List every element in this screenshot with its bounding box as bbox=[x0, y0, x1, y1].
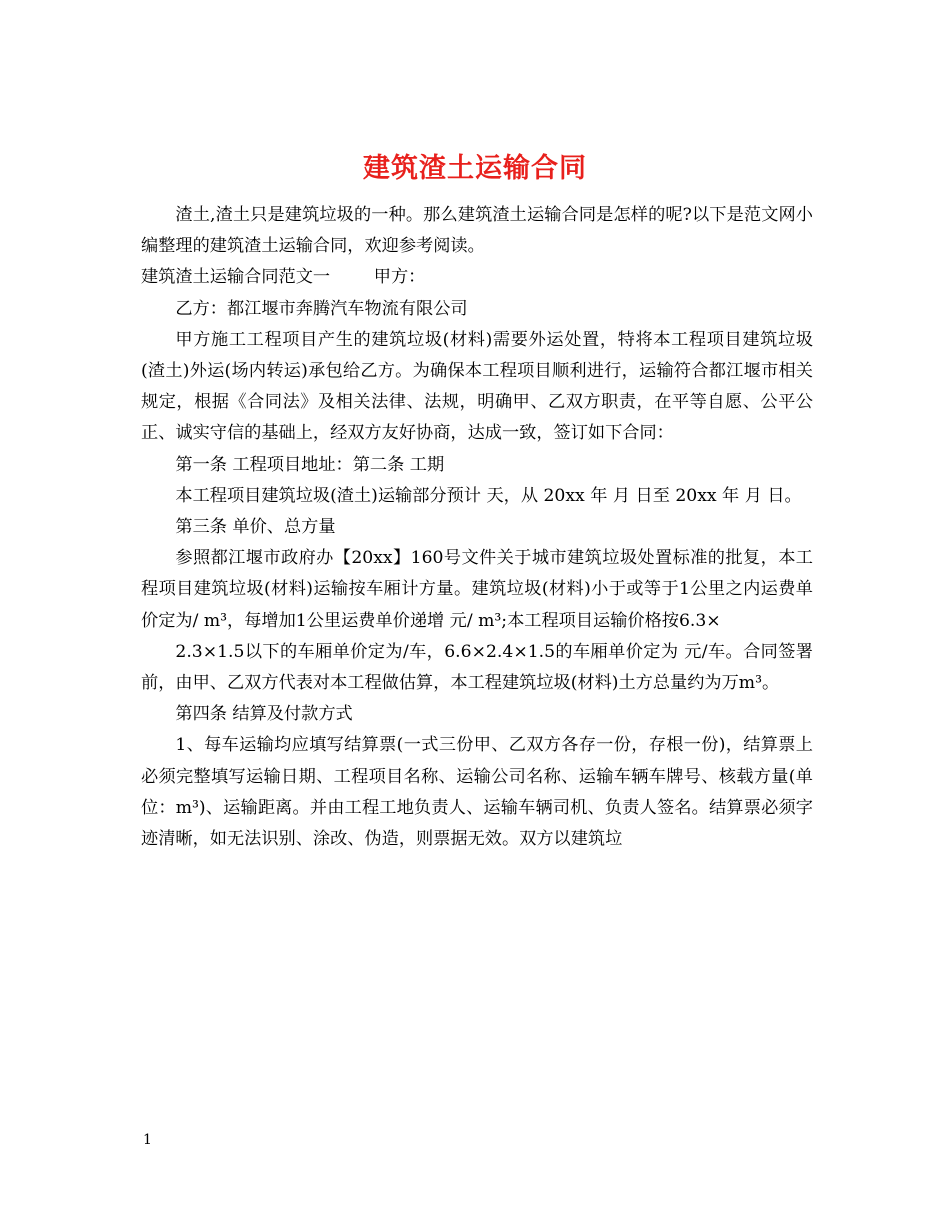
paragraph-intro: 渣土,渣土只是建筑垃圾的一种。那么建筑渣土运输合同是怎样的呢?以下是范文网小编整理的建筑渣土运输合同，欢迎参考阅读。 bbox=[141, 205, 813, 257]
paragraph-purpose: 甲方施工工程项目产生的建筑垃圾(材料)需要外运处置，特将本工程项目建筑垃圾(渣土)外运(场内转运)承包给乙方。为确保本工程项目顺利进行，运输符合都江堰市相关规定，根据《合同法》及相关法律、法规，明确甲、乙双方职责，在平等自愿、公平公正、诚实守信的基础上，经双方友好协商，达成一致，签订如下合同： bbox=[141, 329, 813, 444]
paragraph-schedule: 本工程项目建筑垃圾(渣土)运输部分预计 天，从 20xx 年 月 日至 20xx 年 月 日。 bbox=[175, 485, 802, 506]
paragraph-party-b: 乙方：都江堰市奔腾汽车物流有限公司 bbox=[175, 298, 468, 319]
paragraph-contract-heading: 建筑渣土运输合同范文一 甲方： bbox=[141, 267, 426, 288]
paragraph-article-4: 第四条 结算及付款方式 bbox=[175, 704, 353, 725]
paragraph-pricing: 参照都江堰市政府办【20xx】160号文件关于城市建筑垃圾处置标准的批复，本工程项目建筑垃圾(材料)运输按车厢计方量。建筑垃圾(材料)小于或等于1公里之内运费单价定为/ m³，每增加1公里运费单价递增 元/ m³;本工程项目运输价格按6.3× bbox=[141, 548, 813, 631]
document-body bbox=[141, 200, 813, 855]
paragraph-article-1-2: 第一条 工程项目地址：第二条 工期 bbox=[175, 454, 445, 475]
paragraph-settlement: 1、每车运输均应填写结算票(一式三份甲、乙双方各存一份，存根一份)，结算票上必须完整填写运输日期、工程项目名称、运输公司名称、运输车辆车牌号、核载方量(单位：m³)、运输距离。并由工程工地负责人、运输车辆司机、负责人签名。结算票必须字迹清晰，如无法识别、涂改、伪造，则票据无效。双方以建筑垃 bbox=[141, 735, 813, 850]
page-number: 1 bbox=[143, 1132, 152, 1148]
paragraph-article-3: 第三条 单价、总方量 bbox=[175, 517, 336, 538]
document-title: 建筑渣土运输合同 bbox=[363, 153, 587, 185]
paragraph-volume: 2.3×1.5以下的车厢单价定为/车，6.6×2.4×1.5的车厢单价定为 元/车。合同签署前，由甲、乙双方代表对本工程做估算，本工程建筑垃圾(材料)土方总量约为万m³。 bbox=[141, 641, 813, 694]
